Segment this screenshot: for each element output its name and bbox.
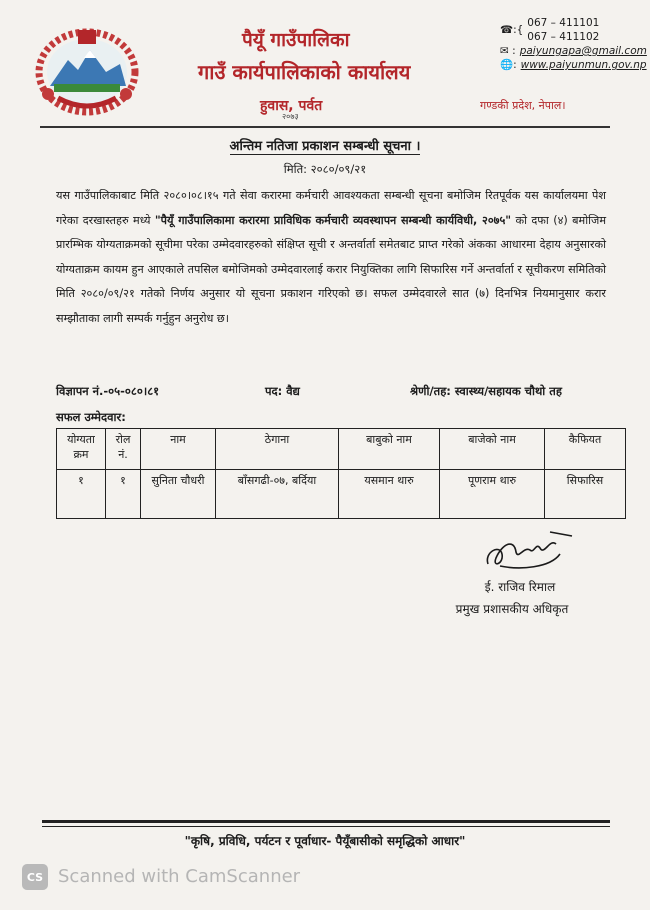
header-remarks: कैफियत [545, 429, 626, 470]
email-row [500, 44, 647, 58]
camscanner-logo-icon: CS [22, 864, 48, 890]
notice-date: मिति: २०८०/०९/२१ [283, 162, 367, 176]
header-father-name: बाबुको नाम [339, 429, 440, 470]
scanner-watermark: Scanned with CamScanner [58, 866, 301, 887]
cell-father-name: यसमान थारु [339, 470, 440, 519]
signer-title: प्रमुख प्रशासकीय अधिकृत [455, 602, 569, 616]
post-label: पद: वैद्य [265, 384, 300, 398]
body-part-1: यस गाउँपालिकाबाट मिति २०८०।०८।१५ गते सेवा करारमा कर्मचारी आवश्यकता सम्बन्धी सूचना बमोजिम रितपूर्वक यस कार्यालयमा पेश गरेका दरखास्तहरु मध्ये [56, 189, 606, 227]
contact-block [500, 16, 647, 72]
email-link[interactable]: paiyungapa@gmail.com [519, 45, 647, 57]
signature-icon [480, 524, 580, 574]
header-name: नाम [141, 429, 216, 470]
signer-name: ई. राजिव रिमाल [484, 580, 556, 594]
header-rank: योग्यता क्रम [57, 429, 106, 470]
phone-row [500, 16, 647, 44]
cell-remarks: सिफारिस [545, 470, 626, 519]
cell-name: सुनिता चौधरी [141, 470, 216, 519]
phone-number-2: 067 – 411102 [527, 31, 600, 43]
website-row [500, 58, 647, 72]
globe-icon: 🌐: [500, 59, 517, 71]
body-bold-procedure: "पैयूँ गाउँपालिकामा करारमा प्राविधिक कर्मचारी व्यवस्थापन सम्बन्धी कार्यविधी, २०७५" [154, 213, 512, 227]
phone-icon: ☎:{ [500, 24, 524, 36]
office-location-note: २०७३ [282, 112, 299, 121]
body-part-2: को दफा (४) बमोजिम प्रारम्भिक योग्यताक्रमको सूचीमा परेका उम्मेदवारहरुको संक्षिप्त सूची र अन्तर्वार्ता समेतबाट प्राप्त गरेको अंकका आधारमा देहाय अनुसारको योग्यताक्रम कायम हुन आएकाले तपसिल बमोजिमको उम्मेदवारलाई करार नियुक्तिका लागि सिफारिस गर्ने अन्तर्वार्ता र सूचीकरण समितिको मिति २०८०/०९/२१ गतेको निर्णय अनुसार यो सूचना प्रकाशन गरिएको छ। सफल उम्मेदवारले सात (७) दिनभित्र नियमानुसार करार सम्झौताका लागी सम्पर्क गर्नुहुन अनुरोध छ। [56, 213, 607, 325]
table-row [57, 470, 626, 519]
result-table [56, 428, 626, 519]
notice-body [56, 184, 606, 332]
footer-divider-thick [42, 820, 610, 823]
cell-rank: १ [57, 470, 106, 519]
nepal-emblem-icon [28, 24, 146, 116]
header-grandfather-name: बाजेको नाम [440, 429, 545, 470]
phone-number-1: 067 – 411101 [527, 17, 600, 29]
header-address: ठेगाना [216, 429, 339, 470]
envelope-icon: ✉ : [500, 45, 516, 57]
province-label: गण्डकी प्रदेश, नेपाल। [480, 99, 566, 112]
cell-address: बाँसगढी-०७, बर्दिया [216, 470, 339, 519]
header-roll: रोल नं. [106, 429, 141, 470]
header-divider [40, 126, 610, 128]
cell-roll: १ [106, 470, 141, 519]
advertisement-number: विज्ञापन नं.-०५-०८०।८१ [56, 384, 160, 398]
footer-divider-thin [42, 826, 610, 827]
cell-grandfather-name: पूणराम थारु [440, 470, 545, 519]
website-link[interactable]: www.paiyunmun.gov.np [520, 59, 647, 71]
footer-motto: "कृषि, प्रविधि, पर्यटन र पूर्वाधार- पैयूँबासीको समृद्धिको आधार" [184, 834, 466, 848]
notice-title: अन्तिम नतिजा प्रकाशन सम्बन्धी सूचना । [229, 139, 421, 154]
grade-label: श्रेणी/तह: स्वास्थ्य/सहायक चौथो तह [410, 384, 562, 398]
office-name-line1: पैयूँ गाउँपालिका [242, 29, 350, 51]
table-header-row [57, 429, 626, 470]
office-name-line2: गाउँ कार्यपालिकाको कार्यालय [198, 60, 411, 84]
successful-candidate-label: सफल उम्मेदवार: [56, 410, 126, 424]
office-location: हुवास, पर्वत [260, 98, 323, 114]
